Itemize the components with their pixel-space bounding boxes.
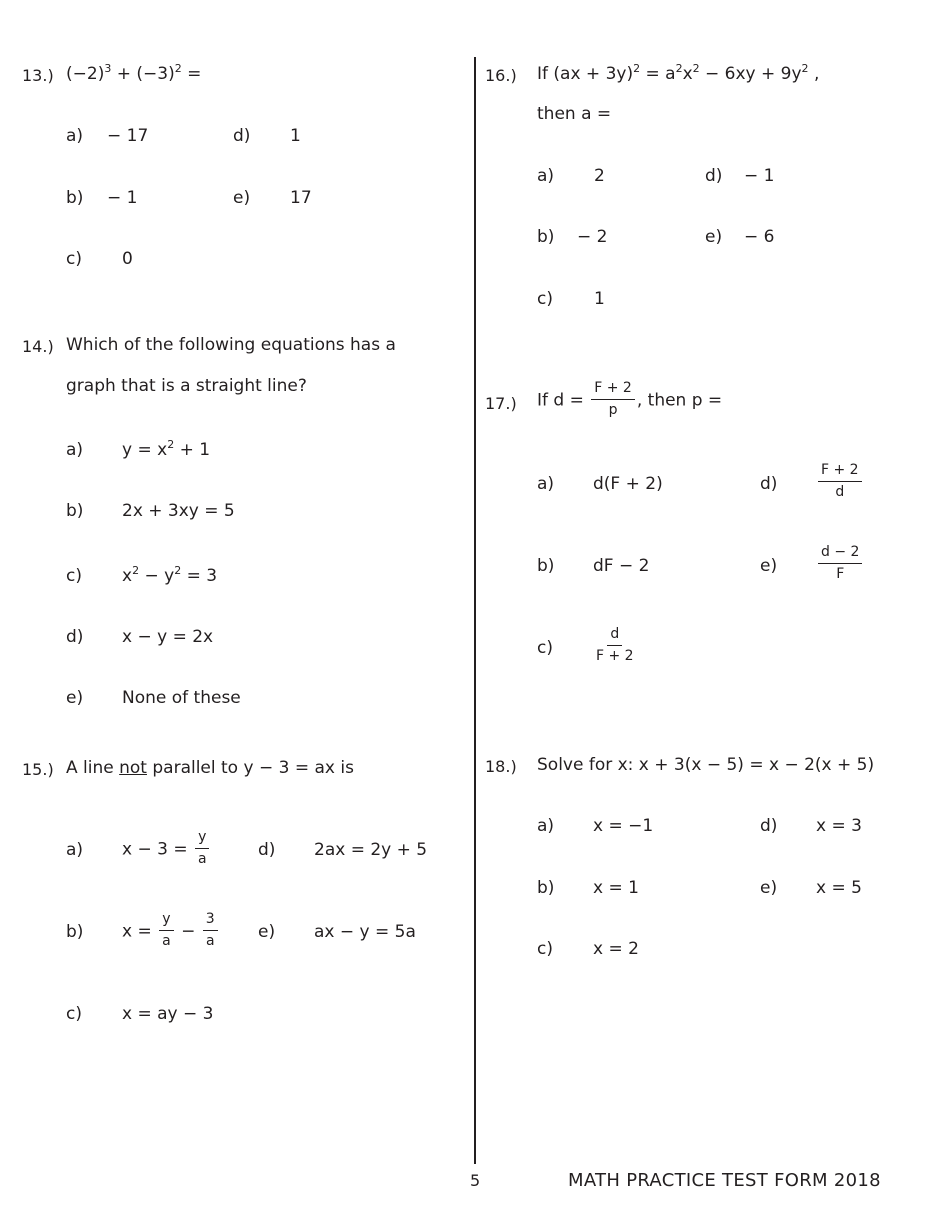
choice-b-value: 2x + 3xy = 5 (122, 501, 235, 521)
choice-b-value: − 1 (107, 188, 138, 208)
choice-e-value: ax − y = 5a (314, 922, 416, 942)
choice-e-value: None of these (122, 688, 241, 708)
choice-d-label[interactable]: d) (258, 840, 276, 860)
question-number: 15.) (22, 760, 54, 779)
choice-a-label[interactable]: a) (537, 166, 555, 186)
choice-c-value: 1 (594, 289, 605, 309)
choice-a-value: d(F + 2) (593, 474, 663, 494)
choice-e-label[interactable]: e) (705, 227, 723, 247)
choice-e-value: 17 (290, 188, 312, 208)
fraction: $\frac{y}{a}$ (159, 910, 174, 951)
page-number: 5 (470, 1171, 481, 1190)
choice-c-value: 0 (122, 249, 133, 269)
choice-a-value: x = −1 (593, 816, 654, 836)
question-stem: Solve for x: x + 3(x − 5) = x − 2(x + 5) (537, 755, 875, 775)
choice-a-value: − 17 (107, 126, 149, 146)
choice-c-label[interactable]: c) (537, 638, 553, 658)
choice-d-value (816, 462, 864, 503)
question-stem: If $(ax + 3y)^2 = a^2x^2 - 6xy + 9y^2$ , (537, 62, 820, 84)
choice-d-label[interactable]: d) (760, 474, 778, 494)
question-number: 17.) (485, 394, 517, 413)
fraction: $\frac{3}{a}$ (203, 910, 218, 951)
choice-b-value: − 2 (577, 227, 608, 247)
choice-c-label[interactable]: c) (66, 566, 82, 586)
form-title: MATH PRACTICE TEST FORM 2018 (568, 1170, 881, 1191)
choice-c-value (591, 626, 639, 667)
question-stem: If d = $\frac{F + 2}{p}$ , then p = (537, 380, 723, 418)
choice-a-label[interactable]: a) (66, 840, 84, 860)
choice-e-label[interactable]: e) (760, 556, 778, 576)
choice-d-value: x = 3 (816, 816, 862, 836)
choice-a-value: x − 3 = $\frac{y}{a}$ (122, 829, 212, 870)
choice-d-value: 1 (290, 126, 301, 146)
choice-b-value: x = 1 (593, 878, 639, 898)
question-stem-line2: graph that is a straight line? (66, 376, 307, 396)
choice-c-label[interactable]: c) (537, 939, 553, 959)
choice-d-label[interactable]: d) (760, 816, 778, 836)
choice-c-label[interactable]: c) (537, 289, 553, 309)
question-number: 16.) (485, 66, 517, 85)
choice-c-value: x = 2 (593, 939, 639, 959)
choice-b-label[interactable]: b) (537, 227, 555, 247)
choice-e-label[interactable]: e) (760, 878, 778, 898)
choice-b-label[interactable]: b) (66, 188, 84, 208)
column-divider (474, 57, 476, 1164)
choice-e-value: − 6 (744, 227, 775, 247)
choice-b-label[interactable]: b) (537, 878, 555, 898)
choice-b-value: x = $\frac{y}{a}$ − $\frac{3}{a}$ (122, 911, 220, 952)
fraction: $\frac{F + 2}{p}$ (591, 379, 635, 420)
choice-a-value: 2 (594, 166, 605, 186)
choice-e-value: x = 5 (816, 878, 862, 898)
choice-b-label[interactable]: b) (66, 501, 84, 521)
question-stem: $(-2)^3 + (-3)^2$ = (66, 62, 202, 84)
choice-c-value: x = ay − 3 (122, 1004, 214, 1024)
choice-b-value: dF − 2 (593, 556, 650, 576)
fraction: $\frac{d - 2}{F}$ (818, 543, 862, 584)
choice-e-label[interactable]: e) (233, 188, 251, 208)
question-stem-line2: then a = (537, 104, 612, 124)
choice-a-label[interactable]: a) (537, 816, 555, 836)
question-stem-line1: Which of the following equations has a (66, 335, 396, 355)
choice-c-label[interactable]: c) (66, 1004, 82, 1024)
choice-b-label[interactable]: b) (66, 922, 84, 942)
question-number: 18.) (485, 757, 517, 776)
question-number: 14.) (22, 337, 54, 356)
choice-a-label[interactable]: a) (66, 126, 84, 146)
choice-d-value: 2ax = 2y + 5 (314, 840, 428, 860)
choice-d-value: − 1 (744, 166, 775, 186)
choice-e-label[interactable]: e) (66, 688, 84, 708)
choice-d-label[interactable]: d) (233, 126, 251, 146)
choice-c-value: $x^2 - y^2 = 3$ (122, 564, 218, 586)
choice-d-value: x − y = 2x (122, 627, 214, 647)
choice-b-label[interactable]: b) (537, 556, 555, 576)
emphasis-not: not (119, 758, 147, 778)
choice-d-label[interactable]: d) (66, 627, 84, 647)
choice-d-label[interactable]: d) (705, 166, 723, 186)
choice-a-label[interactable]: a) (66, 440, 84, 460)
fraction: $\frac{y}{a}$ (195, 828, 210, 869)
choice-a-value: $y = x^2 + 1$ (122, 438, 211, 460)
fraction: $\frac{d}{F + 2}$ (596, 626, 634, 664)
fraction: $\frac{F + 2}{d}$ (818, 461, 862, 502)
choice-e-label[interactable]: e) (258, 922, 276, 942)
choice-c-label[interactable]: c) (66, 249, 82, 269)
choice-a-label[interactable]: a) (537, 474, 555, 494)
question-number: 13.) (22, 66, 54, 85)
choice-e-value (816, 544, 864, 585)
question-stem: A line not parallel to y − 3 = ax is (66, 758, 354, 778)
